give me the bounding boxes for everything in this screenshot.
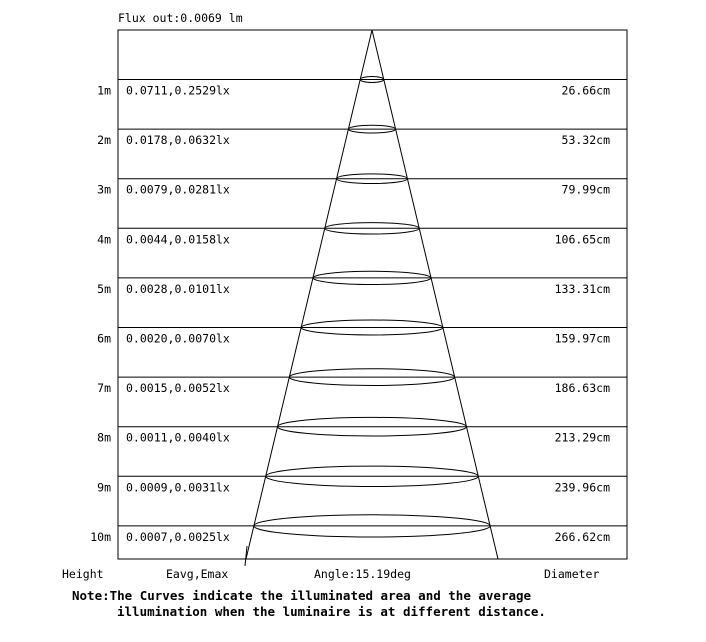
row-height-label: 4m xyxy=(97,232,111,247)
note-line-1: Note:The Curves indicate the illuminated area and the average xyxy=(72,588,532,603)
row-eavg-emax-value: 0.0020,0.0070lx xyxy=(126,331,230,346)
row-height-label: 3m xyxy=(97,182,111,197)
row-diameter-value: 133.31cm xyxy=(554,281,610,296)
row-eavg-emax-value: 0.0178,0.0632lx xyxy=(126,133,230,148)
row-eavg-emax-value: 0.0711,0.2529lx xyxy=(126,83,230,98)
cone-right-edge xyxy=(372,30,498,559)
row-eavg-emax-value: 0.0044,0.0158lx xyxy=(126,232,230,247)
row-diameter-value: 26.66cm xyxy=(561,83,610,98)
row-diameter-value: 159.97cm xyxy=(554,331,610,346)
eavg-emax-label: Eavg,Emax xyxy=(166,567,229,581)
row-height-label: 1m xyxy=(97,83,111,98)
diameter-axis-label: Diameter xyxy=(544,567,600,581)
row-height-label: 7m xyxy=(97,381,111,396)
row-eavg-emax-value: 0.0007,0.0025lx xyxy=(126,529,230,544)
row-labels xyxy=(90,84,610,544)
row-diameter-value: 79.99cm xyxy=(561,182,610,197)
row-eavg-emax-value: 0.0079,0.0281lx xyxy=(126,182,230,197)
illumination-ellipses xyxy=(254,77,490,538)
cone-left-edge xyxy=(246,30,372,559)
row-height-label: 6m xyxy=(97,331,111,346)
row-diameter-value: 106.65cm xyxy=(554,232,610,247)
row-diameter-value: 239.96cm xyxy=(554,480,610,495)
row-eavg-emax-value: 0.0011,0.0040lx xyxy=(126,430,230,445)
row-height-label: 5m xyxy=(97,281,111,296)
row-diameter-value: 266.62cm xyxy=(554,529,610,544)
angle-label: Angle:15.19deg xyxy=(314,567,411,581)
row-diameter-value: 186.63cm xyxy=(554,381,610,396)
row-height-label: 8m xyxy=(97,430,111,445)
flux-out-label: Flux out:0.0069 lm xyxy=(118,11,243,25)
row-eavg-emax-value: 0.0015,0.0052lx xyxy=(126,381,230,396)
row-eavg-emax-value: 0.0009,0.0031lx xyxy=(126,480,230,495)
height-axis-label: Height xyxy=(62,567,104,581)
row-height-label: 9m xyxy=(97,480,111,495)
row-height-label: 10m xyxy=(90,529,111,544)
row-height-label: 2m xyxy=(97,133,111,148)
row-diameter-value: 53.32cm xyxy=(561,133,610,148)
note-line-2: illumination when the luminaire is at different distance. xyxy=(117,604,546,619)
beam-cone xyxy=(246,30,498,559)
row-diameter-value: 213.29cm xyxy=(554,430,610,445)
row-eavg-emax-value: 0.0028,0.0101lx xyxy=(126,281,230,296)
